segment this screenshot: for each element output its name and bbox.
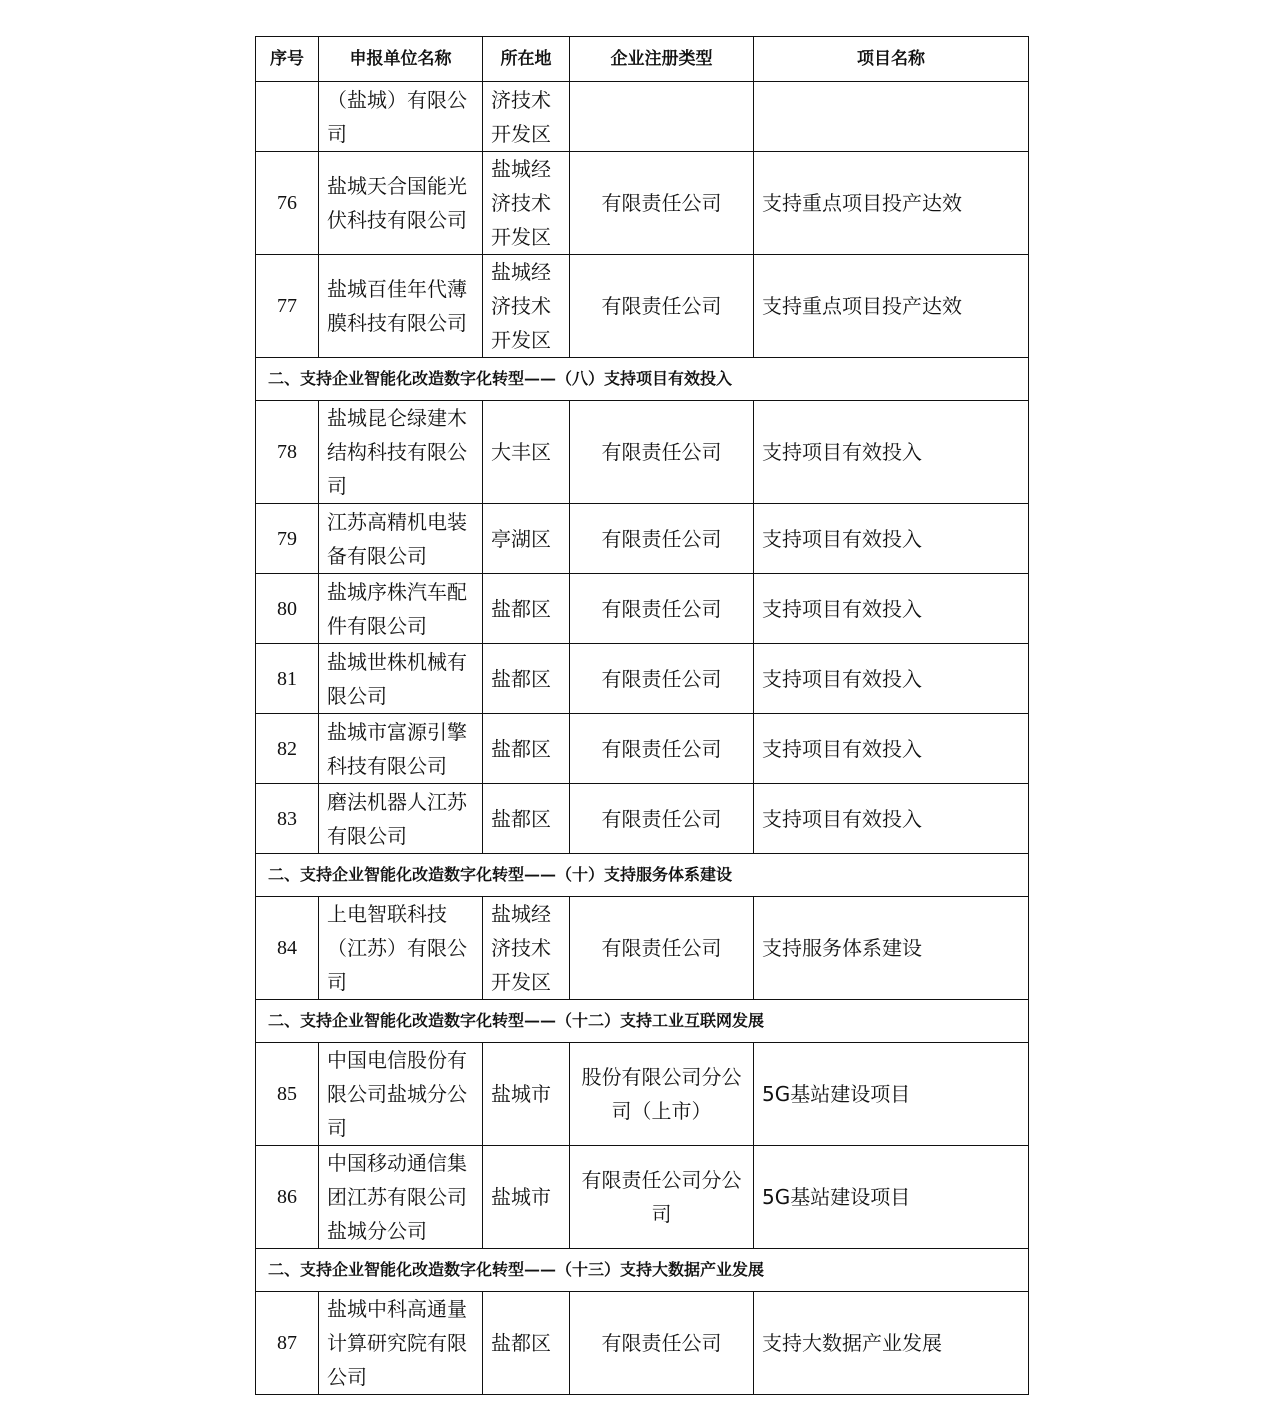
cell-project: 5G基站建设项目 xyxy=(754,1146,1029,1249)
cell-name: 中国电信股份有限公司盐城分公司 xyxy=(319,1043,483,1146)
cell-type xyxy=(570,82,754,152)
cell-location: 济技术开发区 xyxy=(483,82,570,152)
table-row xyxy=(256,1146,1029,1249)
cell-no: 78 xyxy=(256,401,319,504)
cell-location: 盐都区 xyxy=(483,644,570,714)
cell-name: 盐城世株机械有限公司 xyxy=(319,644,483,714)
cell-project: 5G基站建设项目 xyxy=(754,1043,1029,1146)
cell-no: 84 xyxy=(256,897,319,1000)
section-title: 二、支持企业智能化改造数字化转型——（十）支持服务体系建设 xyxy=(256,854,1029,897)
header-project: 项目名称 xyxy=(754,37,1029,82)
cell-no: 82 xyxy=(256,714,319,784)
cell-project: 支持项目有效投入 xyxy=(754,644,1029,714)
table-header-row xyxy=(256,37,1029,82)
cell-name: 磨法机器人江苏有限公司 xyxy=(319,784,483,854)
cell-name: 盐城昆仑绿建木结构科技有限公司 xyxy=(319,401,483,504)
cell-no: 83 xyxy=(256,784,319,854)
cell-location: 盐城市 xyxy=(483,1043,570,1146)
cell-name: 盐城序株汽车配件有限公司 xyxy=(319,574,483,644)
cell-no: 87 xyxy=(256,1292,319,1395)
table-row xyxy=(256,644,1029,714)
cell-type: 有限责任公司 xyxy=(570,1292,754,1395)
cell-no xyxy=(256,82,319,152)
header-location: 所在地 xyxy=(483,37,570,82)
cell-no: 76 xyxy=(256,152,319,255)
cell-location: 亭湖区 xyxy=(483,504,570,574)
cell-type: 有限责任公司 xyxy=(570,255,754,358)
table-row xyxy=(256,784,1029,854)
cell-project: 支持服务体系建设 xyxy=(754,897,1029,1000)
header-name: 申报单位名称 xyxy=(319,37,483,82)
cell-no: 85 xyxy=(256,1043,319,1146)
cell-project: 支持大数据产业发展 xyxy=(754,1292,1029,1395)
cell-name: （盐城）有限公司 xyxy=(319,82,483,152)
cell-location: 盐城经济技术开发区 xyxy=(483,255,570,358)
cell-no: 81 xyxy=(256,644,319,714)
cell-type: 股份有限公司分公司（上市） xyxy=(570,1043,754,1146)
project-table xyxy=(255,36,1029,1395)
cell-type: 有限责任公司 xyxy=(570,152,754,255)
cell-project: 支持重点项目投产达效 xyxy=(754,152,1029,255)
cell-project: 支持重点项目投产达效 xyxy=(754,255,1029,358)
cell-location: 盐城经济技术开发区 xyxy=(483,897,570,1000)
table-row xyxy=(256,714,1029,784)
cell-type: 有限责任公司 xyxy=(570,714,754,784)
cell-project: 支持项目有效投入 xyxy=(754,784,1029,854)
cell-name: 盐城市富源引擎科技有限公司 xyxy=(319,714,483,784)
cell-location: 大丰区 xyxy=(483,401,570,504)
cell-no: 79 xyxy=(256,504,319,574)
section-title: 二、支持企业智能化改造数字化转型——（十三）支持大数据产业发展 xyxy=(256,1249,1029,1292)
cell-name: 中国移动通信集团江苏有限公司盐城分公司 xyxy=(319,1146,483,1249)
cell-type: 有限责任公司 xyxy=(570,401,754,504)
cell-location: 盐都区 xyxy=(483,714,570,784)
table-row xyxy=(256,504,1029,574)
cell-type: 有限责任公司 xyxy=(570,644,754,714)
cell-project: 支持项目有效投入 xyxy=(754,504,1029,574)
cell-name: 盐城天合国能光伏科技有限公司 xyxy=(319,152,483,255)
table-row xyxy=(256,897,1029,1000)
table-row xyxy=(256,1043,1029,1146)
table-row xyxy=(256,401,1029,504)
cell-type: 有限责任公司 xyxy=(570,504,754,574)
section-row xyxy=(256,854,1029,897)
cell-location: 盐都区 xyxy=(483,574,570,644)
section-title: 二、支持企业智能化改造数字化转型——（八）支持项目有效投入 xyxy=(256,358,1029,401)
cell-type: 有限责任公司 xyxy=(570,897,754,1000)
cell-type: 有限责任公司分公司 xyxy=(570,1146,754,1249)
table-row xyxy=(256,255,1029,358)
cell-location: 盐城市 xyxy=(483,1146,570,1249)
table-row xyxy=(256,82,1029,152)
section-row xyxy=(256,1249,1029,1292)
cell-name: 盐城中科高通量计算研究院有限公司 xyxy=(319,1292,483,1395)
table-row xyxy=(256,574,1029,644)
cell-type: 有限责任公司 xyxy=(570,784,754,854)
cell-no: 80 xyxy=(256,574,319,644)
cell-type: 有限责任公司 xyxy=(570,574,754,644)
section-row xyxy=(256,358,1029,401)
cell-location: 盐城经济技术开发区 xyxy=(483,152,570,255)
section-title: 二、支持企业智能化改造数字化转型——（十二）支持工业互联网发展 xyxy=(256,1000,1029,1043)
cell-location: 盐都区 xyxy=(483,784,570,854)
header-no: 序号 xyxy=(256,37,319,82)
cell-project: 支持项目有效投入 xyxy=(754,401,1029,504)
cell-project xyxy=(754,82,1029,152)
cell-project: 支持项目有效投入 xyxy=(754,714,1029,784)
cell-no: 77 xyxy=(256,255,319,358)
table-row xyxy=(256,152,1029,255)
table-row xyxy=(256,1292,1029,1395)
cell-name: 江苏高精机电装备有限公司 xyxy=(319,504,483,574)
cell-name: 盐城百佳年代薄膜科技有限公司 xyxy=(319,255,483,358)
section-row xyxy=(256,1000,1029,1043)
cell-project: 支持项目有效投入 xyxy=(754,574,1029,644)
cell-no: 86 xyxy=(256,1146,319,1249)
cell-location: 盐都区 xyxy=(483,1292,570,1395)
header-type: 企业注册类型 xyxy=(570,37,754,82)
cell-name: 上电智联科技（江苏）有限公司 xyxy=(319,897,483,1000)
